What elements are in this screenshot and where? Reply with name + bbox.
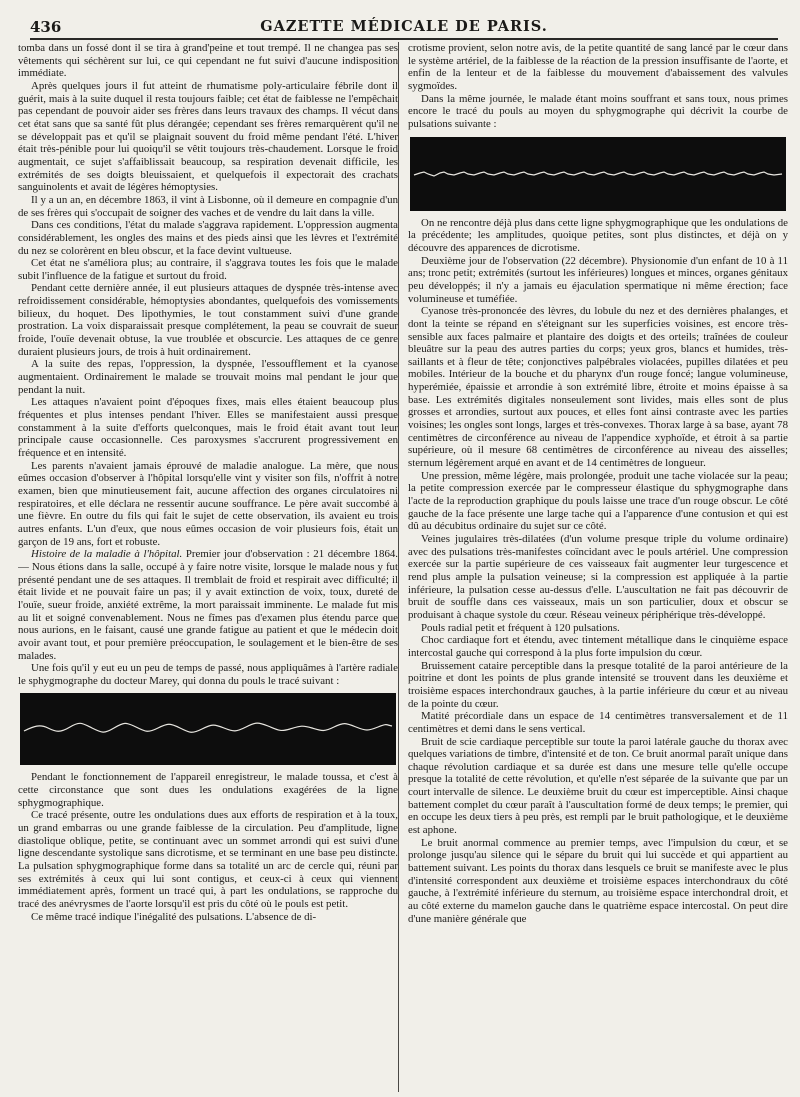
paragraph: Les attaques n'avaient point d'époques fixes, mais elles étaient beaucoup plus fréquentes et plus intenses pendant l'hiver. Elles se manifestaient aussi presque constamment à la suite d'efforts quelconques, mais le froid était avant tout leur principale cause occasionnelle. Ces paroxysmes s'accrurent progressivement en fréquence et en intensité. bbox=[18, 396, 398, 459]
paragraph: Ce même tracé indique l'inégalité des pulsations. L'absence de di- bbox=[31, 910, 317, 923]
paragraph: Veines jugulaires très-dilatées (d'un volume presque triple du volume ordinaire) avec des pulsations très-manifestes coïncidant avec le pouls artériel. Une compression exercée sur la partie supérieure de ces vaisseaux fait augmenter leur turgescence et rend plus ample la pulsation veineuse; si la compression est appliquée à la partie inférieure, la pulsation cesse au-dessus d'elle. L'auscultation ne fait pas découvrir de bruit de souffle dans ces vaisseaux, mais un son particulier, doux et obscur se produisant à chaque systole du cœur. Réseau veineux périphérique très-développé. bbox=[408, 533, 788, 621]
paragraph: Dans ces conditions, l'état du malade s'aggrava rapidement. L'oppression augmenta considérablement, les ongles des mains et des pieds ainsi que les lèvres et l'extrémité du nez se colorèrent en bleu obscur, et la face devint vultueuse. bbox=[18, 219, 398, 257]
paragraph: Les parents n'avaient jamais éprouvé de maladie analogue. La mère, que nous eûmes occasion d'observer à l'hôpital lorsqu'elle vint y visiter son fils, n'offrit à notre examen, bien que minutieusement fait, aucune affection des organes circulatoires ni respiratoires, et elle déclara ne ressentir aucune souffrance. Le père avait succombé à une fièvre. En outre du fils qui fait le sujet de cette observation, ils avaient eu trois autres enfants. L'un d'eux, que nous eûmes occasion de voir plusieurs fois, était un garçon de 19 ans, fort et robuste. bbox=[18, 459, 398, 548]
paragraph bbox=[18, 548, 398, 662]
journal-title: GAZETTE MÉDICALE DE PARIS. bbox=[260, 18, 548, 35]
paragraph: Bruissement cataire perceptible dans la presque totalité de la paroi antérieure de la poitrine et dont les points de plus grande intensité se trouvent dans les deuxième et troisième espaces interchondraux gauches, à la partie inférieure du cœur et au niveau de la pointe du cœur. bbox=[408, 659, 788, 710]
paragraph: crotisme provient, selon notre avis, de la petite quantité de sang lancé par le cœur dans le système artériel, de la faiblesse de la réaction de la pression insuffisante de l'aorte, et enfin de la lenteur et de la faiblesse du mouvement d'abaissement des valvules sygmoïdes. bbox=[408, 42, 788, 92]
paragraph: Le bruit anormal commence au premier temps, avec l'impulsion du cœur, et se prolonge jusqu'au silence qui le sépare du bruit qui lui succède et qui appartient au battement suivant. Les points du thorax dans lesquels ce bruit se manifeste avec le plus d'intensité correspondent aux deuxième et troisième espaces interchondraux du côté gauche, à l'extrémité inférieure du sternum, au troisième espace interchondral droit, et au côté externe du mamelon gauche dans le quatrième espace intercostal. On peut dire d'une manière générale que bbox=[408, 836, 788, 925]
paragraph: Une pression, même légère, mais prolongée, produit une tache violacée sur la peau; la petite compression exercée par le compresseur élastique du sphygmographe dans l'acte de la reproduction graphique du pouls laisse une trace d'un rouge obscur. Le côté gauche de la face présente une large tache qui a l'apparence d'une contusion et qui est dû au décubitus ordinaire du sujet sur ce côté. bbox=[408, 469, 788, 533]
paragraph: Pendant cette dernière année, il eut plusieurs attaques de dyspnée très-intense avec refroidissement considérable, hémoptysies abondantes, quelquefois des vomissements bilieux, du hoquet. Des lipothymies, le tout constamment suivi d'une grande prostration. La voix disparaissait presque complétement, la peau se couvrait de sueur froide, l'ouïe devenait obtuse, la vue troublée et obscurcie. Les attaques de ce genre duraient plusieurs jours, de trois à huit ordinairement. bbox=[18, 282, 398, 358]
paragraph: A la suite des repas, l'oppression, la dyspnée, l'essoufflement et la cyanose augmentaient. Ordinairement le malade se trouvait moins mal pendant le jour que pendant la nuit. bbox=[18, 358, 398, 396]
paragraph: Dans la même journée, le malade étant moins souffrant et sans toux, nous primes encore le tracé du pouls au moyen du sphygmographe qui décrivit la courbe de pulsations suivante : bbox=[408, 92, 788, 130]
paragraph: Cyanose très-prononcée des lèvres, du lobule du nez et des dernières phalanges, et dont la teinte se répand en s'éteignant sur les superficies voisines, est encore très-sensible aux faces palmaire et plantaire des doigts et des orteils; traînées de couleur bleuâtre sur la peau des autres parties du corps; yeux gros, blancs et humides, très-saillants et à fleur de tête; conjonctives palpébrales violacées, pupilles dilatées et peu mobiles. Intérieur de la bouche et du pharynx d'un rouge foncé; langue volumineuse, hyperémiée, épaissie et arrondie à son extrémité libre, étroite et moins épaisse à sa base. Les extrémités digitales nonseulement sont livides, mais elles sont de plus grosses et arrondies, surtout aux pouces, et elles font ainsi contraste avec les parties voisines; les ongles sont longs, larges et très-convexes. Thorax large à sa base, ayant 78 centimètres de circonférence au niveau de l'appendice xyphoïde, et étroit à sa partie supérieure, où il mesure 68 centimètres de circonférence au niveau des aisselles; sternum légèrement arqué en avant et de 14 centimètres de longueur. bbox=[408, 305, 788, 470]
paragraph: Pouls radial petit et fréquent à 120 pulsations. bbox=[421, 621, 620, 634]
sphygmograph-trace-1 bbox=[20, 693, 396, 765]
paragraph: tomba dans un fossé dont il se tira à grand'peine et tout trempé. Il ne changea pas ses vêtements qui séchèrent sur lui, ce qui cependant ne fut suivi d'aucune indisposition immédiate. bbox=[18, 42, 398, 80]
paragraph: Deuxième jour de l'observation (22 décembre). Physionomie d'un enfant de 10 à 11 ans; tronc petit; extrémités (surtout les inférieures) longues et minces, organes génitaux peu développés; il n'y a jamais eu éjaculation spermatique ni même érection; face volumineuse et tuméfiée. bbox=[408, 254, 788, 305]
paragraph: Cet état ne s'améliora plus; au contraire, il s'aggrava toutes les fois que le malade subit l'influence de la fatigue et surtout du froid. bbox=[18, 257, 398, 282]
section-heading: Histoire de la maladie à l'hôpital. bbox=[31, 548, 183, 561]
column-divider bbox=[398, 42, 399, 1092]
sphygmograph-trace-2 bbox=[410, 137, 786, 211]
paragraph: Pendant le fonctionnement de l'appareil enregistreur, le malade toussa, et c'est à cette circonstance que sont dues les ondulations exagérées de la ligne sphygmographique. bbox=[18, 771, 398, 809]
paragraph: Bruit de scie cardiaque perceptible sur toute la paroi latérale gauche du thorax avec quelques variations de timbre, d'intensité et de ton. Ce bruit anormal paraît unique dans chaque révolution cardiaque et sa durée est dans une mesure telle qu'elle occupe presque la totalité de cette révolution, et qu'elle n'est séparée de la suivante que par un court intervalle de silence. Le deuxième bruit du cœur est imperceptible. Ainsi chaque battement complet du cœur paraît à l'auscultation formé de deux temps; le premier, qui en occupe les deux tiers à peu près, est rempli par le bruit pathologique, et le deuxième est aphone. bbox=[408, 735, 788, 837]
paragraph: Choc cardiaque fort et étendu, avec tintement métallique dans le cinquième espace intercostal gauche qui correspond à la plus forte impulsion du cœur. bbox=[408, 634, 788, 659]
paragraph: On ne rencontre déjà plus dans cette ligne sphygmographique que les ondulations de la précédente; les amplitudes, quoique petites, sont plus distinctes, et déjà on y découvre des apparences de dicrotisme. bbox=[408, 216, 788, 254]
paragraph: Ce tracé présente, outre les ondulations dues aux efforts de respiration et à la toux, un grand embarras ou une grande faiblesse de la circulation. Peu d'amplitude, ligne diastolique oblique, petite, se continuant avec un sommet arrondi qui est suivi d'une ligne descendante systolique sans dicrotisme, et se terminant en une base peu distincte. La pulsation sphygmographique forme dans sa totalité un arc de cercle qui, réuni par ses extrémités à ceux qui lui sont contigus, et ceux-ci à ceux qui viennent immédiatement après, forment un tracé qui, à part les ondulations, se rapproche du tracé des anévrysmes de l'aorte lorsqu'il est pris du côté où le pouls est petit. bbox=[18, 809, 398, 911]
paragraph: Matité précordiale dans un espace de 14 centimètres transversalement et de 11 centimètres et demi dans le sens vertical. bbox=[408, 710, 788, 735]
paragraph: Il y a un an, en décembre 1863, il vint à Lisbonne, où il demeure en compagnie d'un de ses frères qui s'occupait de soigner des vaches et de vendre du lait dans la ville. bbox=[18, 193, 398, 219]
page-number: 436 bbox=[30, 18, 62, 36]
page-header bbox=[30, 18, 778, 40]
paragraph-text: Premier jour d'observation : 21 décembre 1864. — Nous étions dans la salle, occupé à y faire notre visite, lorsque le malade nous y fut présenté pendant une de ses attaques. Il tremblait de froid et respirait avec difficulté; il était livide et ne pouvait faire un pas; il y avait extinction de voix, toux, dureté de l'ouïe, sueur froide, anxiété extrême, la mort paraissait imminente. Le malade fut mis au lit et soigné convenablement. Nous ne fîmes pas d'examen plus étendu parce que nous aurions, en le faisant, causé une grande fatigue au patient et que le médecin doit avoir avant tout, et pour première préoccupation, le soulagement et le bien-être de ses malades. bbox=[18, 548, 398, 662]
paragraph: Après quelques jours il fut atteint de rhumatisme poly-articulaire fébrile dont il guérit, mais à la suite duquel il resta toujours faible; cet état de faiblesse ne l'empêchait pas cependant de pouvoir aider ses frères dans leurs travaux des champs. Il vécut dans cet état sans que sa santé fût plus dérangée; cependant ses frères remarquèrent qu'il ne se développait pas et qu'il se plaignait souvent du froid même pendant l'été. L'hiver était très-pénible pour lui quoiqu'il se vêtit toujours très-chaudement. Lorsque le froid augmentait, ce sujet s'affaiblissait beaucoup, sa respiration devenait difficile, les extrémités de ses doigts bleuissaient, et quelquefois il expectorait des crachats sanguinolents et avait de légères hémoptysies. bbox=[18, 79, 398, 194]
left-column bbox=[18, 42, 398, 1094]
right-column bbox=[408, 42, 788, 1094]
paragraph: Une fois qu'il y eut eu un peu de temps de passé, nous appliquâmes à l'artère radiale le sphygmographe du docteur Marey, qui donna du pouls le tracé suivant : bbox=[18, 662, 398, 687]
